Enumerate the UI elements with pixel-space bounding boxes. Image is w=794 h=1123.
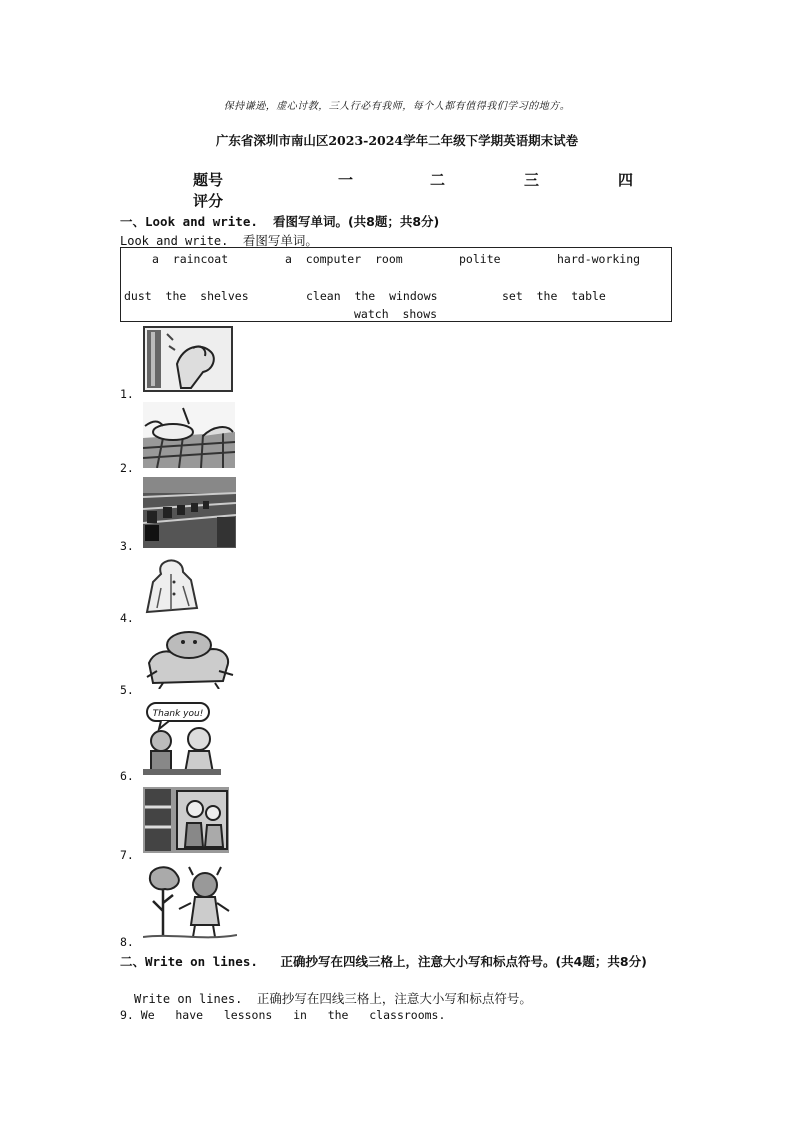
section1-instruction-cn: 看图写单词。 <box>242 233 318 248</box>
word-bank-item: set the table <box>502 289 606 303</box>
exam-title: 广东省深圳市南山区2023-2024学年二年级下学期英语期末试卷 <box>215 133 579 148</box>
section2-heading-cn: 正确抄写在四线三格上，注意大小写和标点符号。(共4题；共8分) <box>280 954 647 969</box>
score-col-4: 四 <box>618 171 634 189</box>
item-number: 5. <box>120 683 134 697</box>
word-bank <box>120 247 672 322</box>
score-label: 评分 <box>193 192 224 210</box>
picture-raincoat <box>143 558 201 616</box>
score-col-3: 三 <box>524 171 540 189</box>
item-number: 2. <box>120 461 134 475</box>
section1-heading-en: 一、Look and write. <box>120 214 258 229</box>
item-number: 6. <box>120 769 134 783</box>
picture-dust-shelves <box>143 787 229 853</box>
picture-watch-shows <box>143 627 235 689</box>
score-table-header <box>193 169 643 189</box>
score-row-label: 题号 <box>193 171 224 189</box>
item-number: 8. <box>120 935 134 949</box>
section2-heading <box>120 953 675 971</box>
section2-heading-en: 二、Write on lines. <box>120 954 258 969</box>
word-bank-item: dust the shelves <box>124 289 249 303</box>
section1-heading <box>120 212 439 230</box>
picture-polite <box>143 701 221 775</box>
speech-bubble-text: Thank you! <box>152 709 204 719</box>
section1-heading-cn: 看图写单词。(共8题；共8分) <box>272 214 440 229</box>
picture-clean-window <box>143 326 233 392</box>
motto: 保持谦逊，虚心讨教，三人行必有我师，每个人都有值得我们学习的地方。 <box>223 101 571 112</box>
item-number: 4. <box>120 611 134 625</box>
section1-instruction-en: Look and write. <box>120 234 229 248</box>
question-9: 9. We have lessons in the classrooms. <box>120 1008 446 1022</box>
score-col-1: 一 <box>338 171 354 189</box>
word-bank-item: clean the windows <box>306 289 438 303</box>
item-number: 1. <box>120 387 134 401</box>
word-bank-item: watch shows <box>354 307 438 321</box>
picture-set-table <box>143 402 235 468</box>
section2-instruction-en: Write on lines. <box>134 992 243 1006</box>
picture-hard-working <box>143 863 237 943</box>
word-bank-item: a raincoat <box>152 252 229 266</box>
section2-instruction-cn: 正确抄写在四线三格上，注意大小写和标点符号。 <box>256 991 532 1006</box>
section2-instruction <box>134 989 532 1007</box>
word-bank-item: polite <box>459 252 501 266</box>
item-number: 7. <box>120 848 134 862</box>
score-col-2: 二 <box>430 171 446 189</box>
item-number: 3. <box>120 539 134 553</box>
word-bank-item: hard-working <box>557 252 641 266</box>
picture-computer-room <box>143 477 236 548</box>
word-bank-item: a computer room <box>285 252 403 266</box>
